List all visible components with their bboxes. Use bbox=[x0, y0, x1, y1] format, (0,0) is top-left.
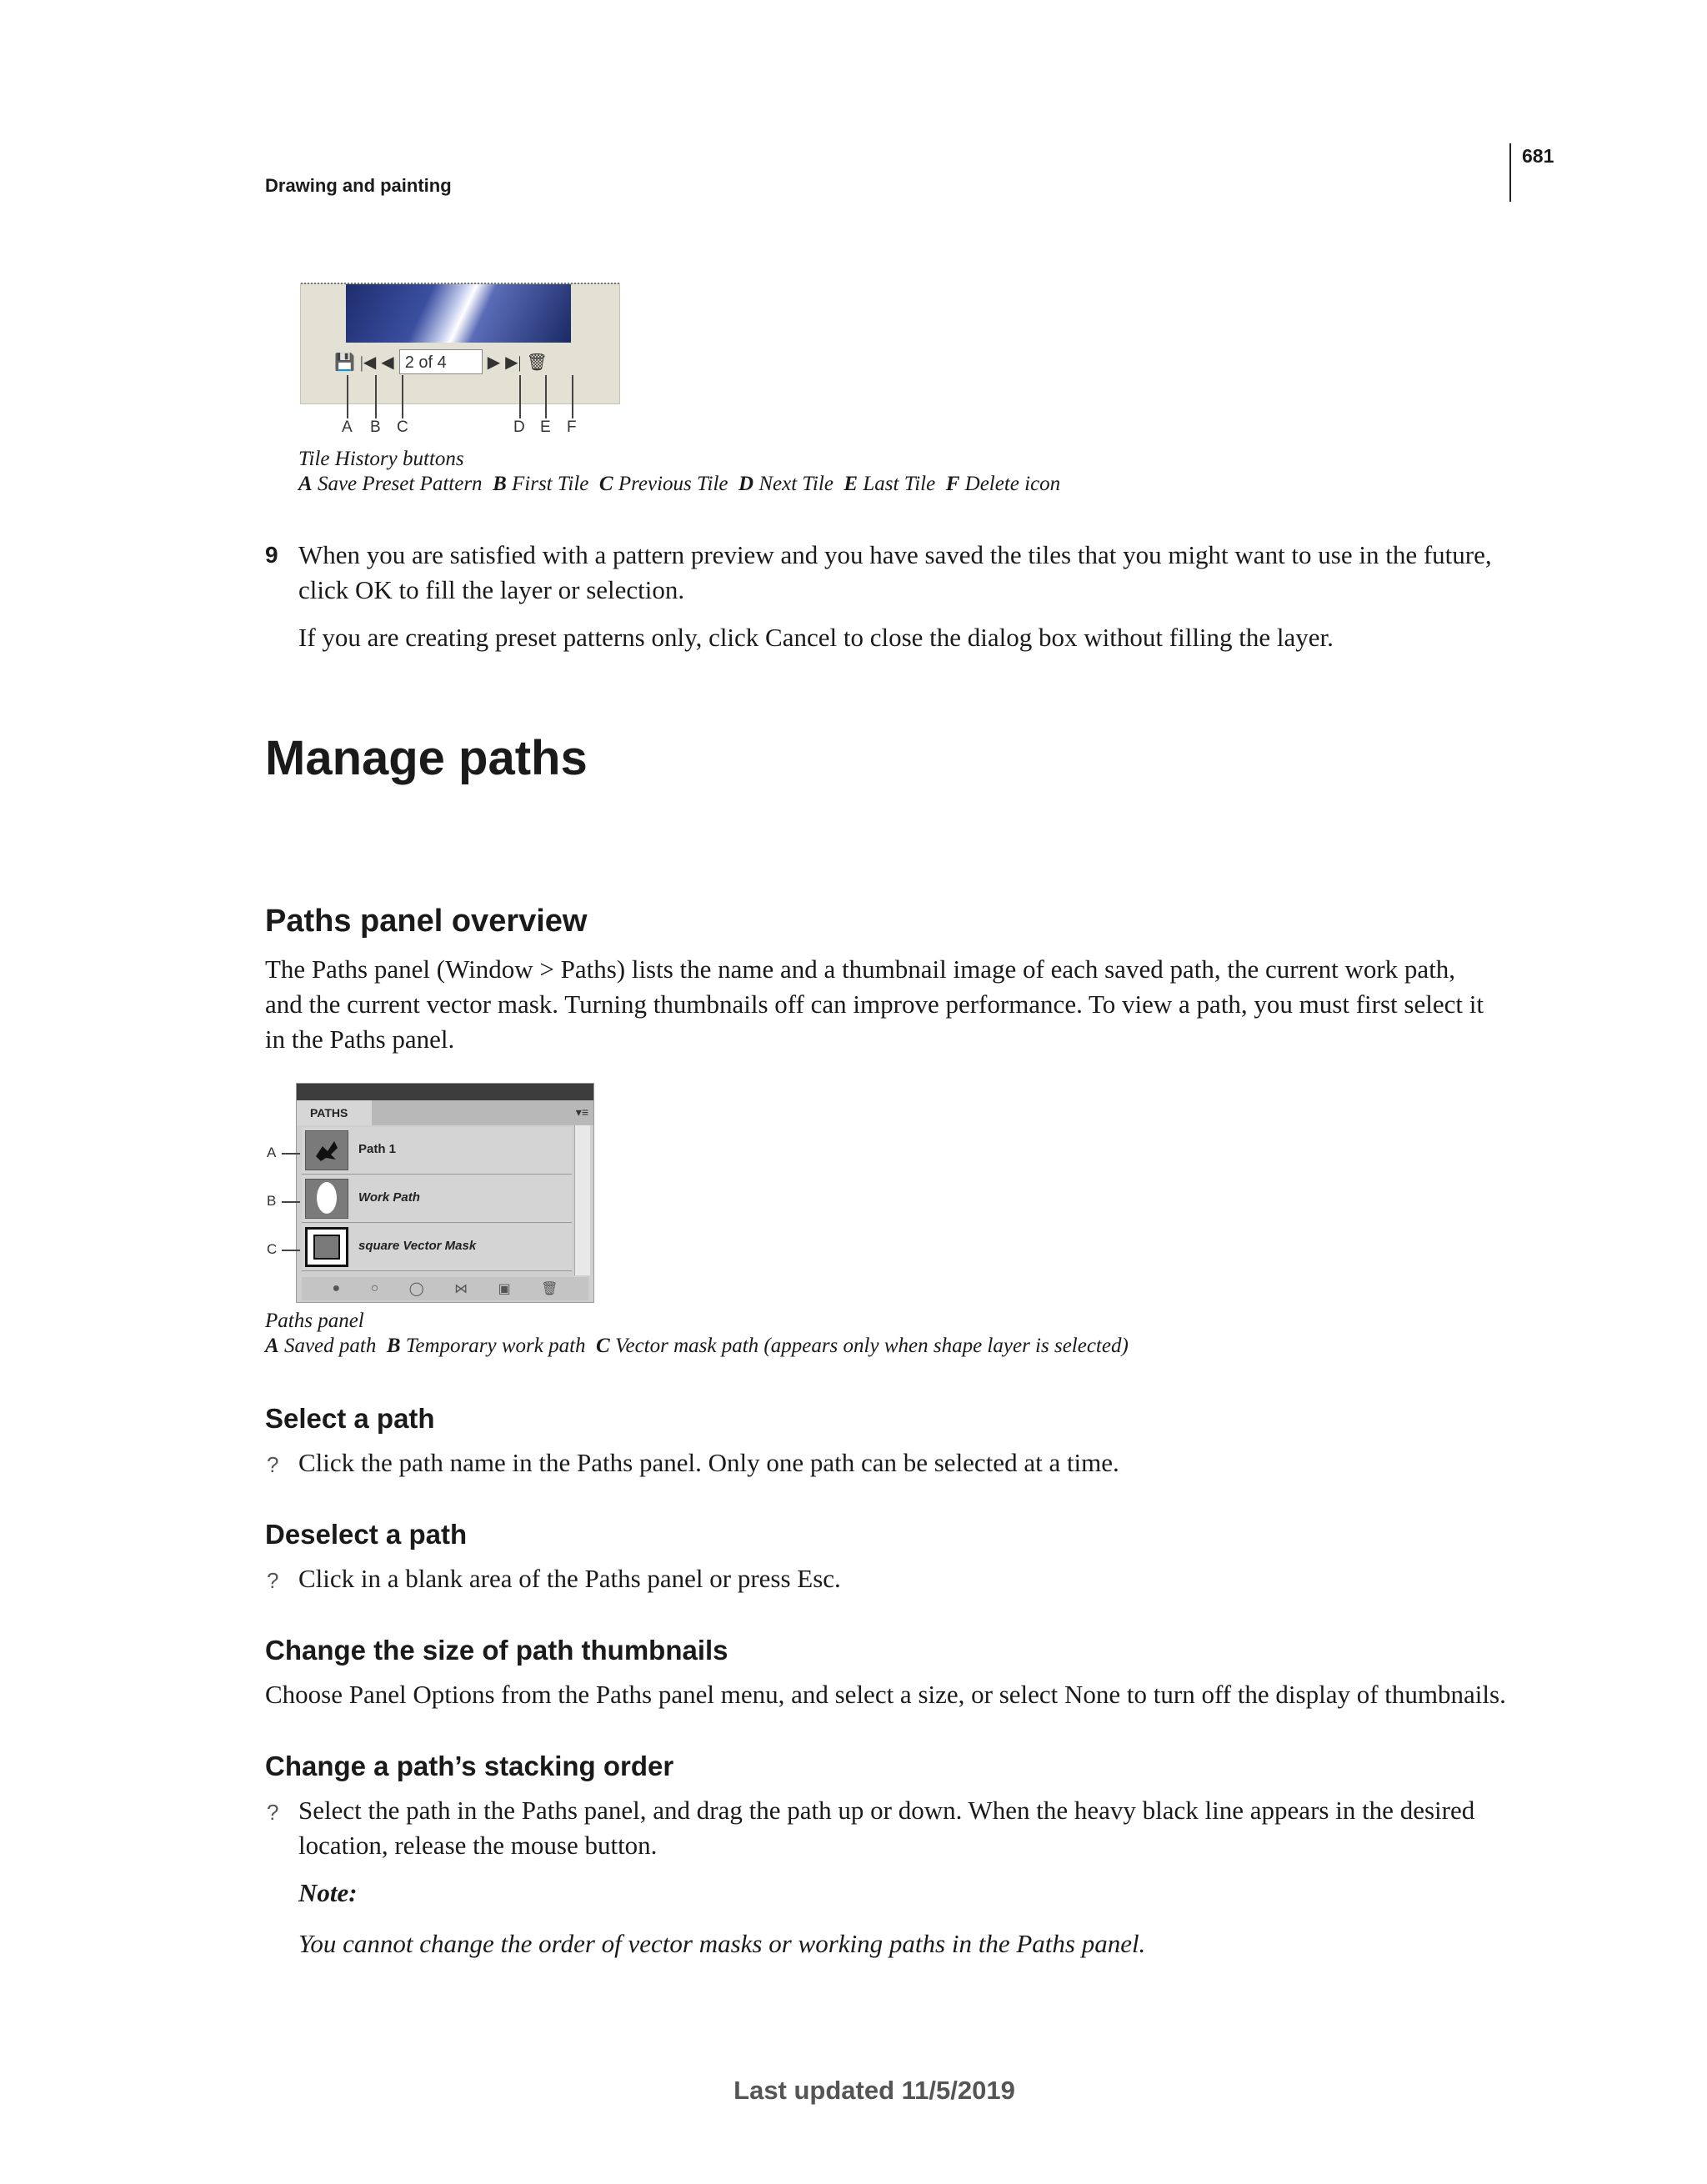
caption-text: First Tile bbox=[512, 473, 589, 495]
caption-text: Next Tile bbox=[758, 473, 833, 495]
bullet-marker: ? bbox=[267, 1568, 279, 1593]
select-path-text: Click the path name in the Paths panel. Only one path can be selected at a time. bbox=[298, 1448, 1119, 1477]
path-thumbnail bbox=[305, 1179, 348, 1219]
caption-text: Delete icon bbox=[964, 473, 1061, 495]
delete-path-icon[interactable]: 🗑 bbox=[541, 1282, 558, 1296]
stroke-path-icon[interactable]: ○ bbox=[370, 1281, 379, 1295]
step9-line2: click OK to fill the layer or selection. bbox=[298, 575, 685, 604]
bullet-marker: ? bbox=[267, 1452, 279, 1477]
callout-line-e bbox=[545, 375, 547, 418]
caption-letter: D bbox=[738, 473, 754, 495]
section-title: Manage paths bbox=[265, 731, 588, 785]
deselect-path-heading: Deselect a path bbox=[265, 1519, 468, 1550]
callout-line-d bbox=[519, 375, 521, 418]
panel-title-bar bbox=[297, 1084, 593, 1100]
paths-panel-screenshot bbox=[296, 1083, 594, 1303]
caption-letter: E bbox=[843, 473, 859, 495]
callout-line-f bbox=[572, 375, 573, 418]
panel-tab-bar bbox=[297, 1100, 593, 1125]
overview-line2: and the current vector mask. Turning thumbnails off can improve performance. To view a path, you must first select it bbox=[265, 989, 1484, 1019]
path-thumbnail bbox=[305, 1227, 348, 1267]
tile-caption-title: Tile History buttons bbox=[298, 448, 464, 470]
page-rule bbox=[1509, 143, 1511, 202]
stacking-heading: Change a path’s stacking order bbox=[265, 1751, 674, 1781]
callout-letter: A bbox=[267, 1145, 277, 1160]
fill-path-icon[interactable]: ● bbox=[332, 1281, 341, 1295]
footer-last-updated: Last updated 11/5/2019 bbox=[733, 2076, 1015, 2105]
callout-letter: B bbox=[267, 1193, 277, 1209]
make-work-path-icon[interactable]: ⋈ bbox=[454, 1282, 468, 1296]
caption-text: Save Preset Pattern bbox=[317, 473, 483, 495]
last-tile-icon[interactable]: ▶| bbox=[505, 353, 522, 372]
thumb-size-heading: Change the size of path thumbnails bbox=[265, 1635, 728, 1666]
callout-letter: C bbox=[397, 418, 408, 436]
caption-text: Vector mask path (appears only when shape layer is selected) bbox=[614, 1335, 1129, 1357]
callout-line-b bbox=[282, 1201, 300, 1203]
panel-scrollbar[interactable] bbox=[574, 1125, 590, 1275]
caption-text: Previous Tile bbox=[618, 473, 728, 495]
callout-letter: B bbox=[370, 418, 381, 436]
tile-counter: 2 of 4 bbox=[399, 349, 483, 374]
caption-letter: B bbox=[493, 473, 507, 495]
stacking-line2: location, release the mouse button. bbox=[298, 1831, 658, 1860]
callout-line-a bbox=[282, 1153, 300, 1155]
save-preset-pattern-icon[interactable]: 💾 bbox=[334, 353, 355, 372]
stacking-line1: Select the path in the Paths panel, and drag the path up or down. When the heavy black line appears in the desired bbox=[298, 1796, 1475, 1825]
page-number: 681 bbox=[1522, 145, 1554, 167]
tile-callouts bbox=[300, 375, 633, 442]
next-tile-icon[interactable]: ▶ bbox=[487, 353, 501, 372]
callout-line-c bbox=[402, 375, 403, 418]
paths-caption-title: Paths panel bbox=[265, 1310, 364, 1332]
note-text: You cannot change the order of vector masks or working paths in the Paths panel. bbox=[298, 1929, 1146, 1958]
new-path-icon[interactable]: ▣ bbox=[498, 1282, 511, 1296]
caption-text: Last Tile bbox=[863, 473, 936, 495]
overview-line1: The Paths panel (Window > Paths) lists the name and a thumbnail image of each saved path, the current work path, bbox=[265, 954, 1456, 984]
previous-tile-icon[interactable]: ◀ bbox=[381, 353, 394, 372]
panel-bottom-toolbar bbox=[302, 1277, 588, 1300]
path-row[interactable] bbox=[302, 1224, 572, 1271]
callout-letter: E bbox=[540, 418, 551, 436]
callout-letter: A bbox=[342, 418, 353, 436]
caption-letter: F bbox=[945, 473, 960, 495]
delete-icon[interactable]: 🗑 bbox=[526, 353, 548, 372]
square-shape-icon bbox=[308, 1230, 346, 1265]
path-row[interactable] bbox=[302, 1175, 572, 1223]
note-label: Note: bbox=[298, 1878, 358, 1907]
tile-history-buttons bbox=[334, 348, 548, 376]
caption-letter: A bbox=[265, 1335, 279, 1357]
panel-menu-icon[interactable]: ▾≡ bbox=[575, 1105, 588, 1119]
running-head: Drawing and painting bbox=[265, 175, 452, 196]
deselect-path-text: Click in a blank area of the Paths panel or press Esc. bbox=[298, 1564, 841, 1593]
path-label: square Vector Mask bbox=[358, 1239, 477, 1253]
bird-shape-icon bbox=[306, 1131, 348, 1170]
path-thumbnail bbox=[305, 1130, 348, 1170]
path-label: Work Path bbox=[358, 1190, 420, 1205]
callout-line-a bbox=[347, 375, 348, 418]
caption-letter: A bbox=[298, 473, 313, 495]
ellipse-shape-icon bbox=[306, 1180, 348, 1218]
step9-line1: When you are satisfied with a pattern preview and you have saved the tiles that you might want to use in the future, bbox=[298, 540, 1492, 569]
load-selection-icon[interactable]: ◯ bbox=[408, 1282, 424, 1296]
select-path-heading: Select a path bbox=[265, 1403, 435, 1434]
caption-text: Temporary work path bbox=[405, 1335, 586, 1357]
tile-preview-image bbox=[346, 284, 571, 343]
tab-paths[interactable]: PATHS bbox=[297, 1100, 372, 1125]
paths-caption-items bbox=[265, 1334, 1129, 1359]
bullet-marker: ? bbox=[267, 1800, 279, 1825]
overview-line3: in the Paths panel. bbox=[265, 1024, 455, 1054]
callout-letter: D bbox=[513, 418, 525, 436]
caption-letter: C bbox=[596, 1335, 610, 1357]
callout-letter: F bbox=[567, 418, 577, 436]
callout-letter: C bbox=[267, 1241, 278, 1257]
step9-followup: If you are creating preset patterns only, click Cancel to close the dialog box without filling the layer. bbox=[298, 623, 1334, 652]
caption-letter: C bbox=[598, 473, 613, 495]
overview-heading: Paths panel overview bbox=[265, 904, 588, 939]
path-label: Path 1 bbox=[358, 1142, 397, 1156]
caption-letter: B bbox=[386, 1335, 401, 1357]
callout-line-b bbox=[375, 375, 377, 418]
tile-caption-items bbox=[298, 472, 1060, 497]
path-row[interactable] bbox=[302, 1127, 572, 1175]
thumb-size-text: Choose Panel Options from the Paths panel menu, and select a size, or select None to turn off the display of thumbnails. bbox=[265, 1680, 1506, 1709]
callout-line-c bbox=[282, 1250, 300, 1251]
step-number: 9 bbox=[265, 542, 278, 568]
first-tile-icon[interactable]: |◀ bbox=[359, 353, 377, 372]
caption-text: Saved path bbox=[283, 1335, 377, 1357]
